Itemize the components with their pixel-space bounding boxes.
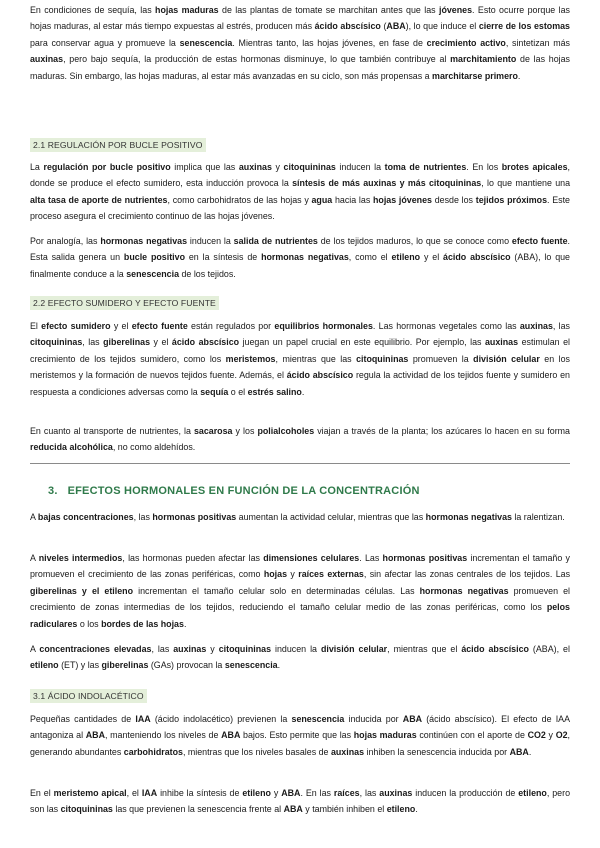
bold-term: efecto fuente <box>511 236 568 246</box>
section-heading-3 <box>30 485 570 497</box>
paragraph-sumidero-fuente: El efecto sumidero y el efecto fuente están regulados por equilibrios hormonales. Las hormonas vegetales como las auxinas, las citoquininas, las giberelinas y el ácido abscísico juegan un papel crucial en este equilibrio. Por ejemplo, las auxinas estimulan el crecimiento de los tejidos sumidero, como los meristemos, mientras que las citoquininas promueven la división celular en los meristemos y la formación de nuevos tejidos fuente. Además, el ácido abscísico regula la actividad de los tejidos fuente y sumidero en respuesta a condiciones adversas como la sequía o el estrés salino. <box>30 321 570 397</box>
paragraph-niveles-intermedios: A niveles intermedios, las hormonas pueden afectar las dimensiones celulares. Las hormonas positivas incrementan el tamaño y promueven el crecimiento de las zonas periféricas, como hojas y raíces externas, sin afectar las zonas centrales de los tejidos. Las giberelinas y el etileno incrementan el tamaño celular solo en determinadas células. Las hormonas negativas promueven el crecimiento de zonas intermedias de los tejidos, reduciendo el tamaño celular medio de las zonas periféricas, como los pelos radiculares o los bordes de las hojas. <box>30 553 571 629</box>
bold-term: auxinas <box>238 162 272 172</box>
bold-term: auxinas <box>485 337 519 348</box>
bold-term: hojas maduras <box>155 5 219 15</box>
paragraph-analogia: Por analogía, las hormonas negativas inducen la salida de nutrientes de los tejidos maduros, lo que se conoce como efecto fuente. Esta salida genera un bucle positivo en la síntesis de hormonas negativas, como el etileno y el ácido abscísico (ABA), lo que finalmente conduce a la senescencia de los tejidos. <box>30 236 570 279</box>
bold-term: concentraciones elevadas <box>39 644 152 654</box>
bold-term: ácido abscísico <box>314 21 381 32</box>
bold-term: ABA <box>281 788 301 798</box>
section-heading-2-2 <box>30 293 570 311</box>
paragraph-meristemo-apical: En el meristemo apical, el IAA inhibe la síntesis de etileno y ABA. En las raíces, las auxinas inducen la producción de etileno, pero son las citoquininas las que previenen la senescencia frente al ABA y también inhiben el etileno. <box>30 788 571 815</box>
bold-term: auxinas <box>173 644 207 654</box>
bold-term: hormonas negativas <box>425 512 512 522</box>
bold-term: citoquininas <box>60 804 113 815</box>
bold-term: IAA <box>141 788 158 798</box>
bold-term: citoquininas <box>283 162 336 172</box>
paragraph-bajas-concentraciones: A bajas concentraciones, las hormonas positivas aumentan la actividad celular, mientras que las hormonas negativas la ralentizan. <box>30 512 565 522</box>
bold-term: senescencia <box>126 268 180 279</box>
heading-label: 2.2 EFECTO SUMIDERO Y EFECTO FUENTE <box>30 296 219 310</box>
bold-term: citoquininas <box>218 644 272 654</box>
paragraph-sequia: En condiciones de sequía, las hojas maduras de las plantas de tomate se marchitan antes que las jóvenes. Esto ocurre porque las hojas maduras, al estar más tiempo expuestas al estrés, producen más ácido abscísico (ABA), lo que induce el cierre de los estomas para conservar agua y promueve la senescencia. Mientras tanto, las hojas jóvenes, en fase de crecimiento activo, sintetizan más auxinas, pero bajo sequía, la producción de estas hormonas disminuye, lo que también contribuye al marchitamiento de las hojas maduras. Sin embargo, las hojas maduras, al estar más avanzadas en su ciclo, son más propensas a marchitarse primero. <box>30 5 570 81</box>
bold-term: división celular <box>473 353 540 364</box>
bold-term: estrés salino <box>247 386 302 397</box>
bold-term: equilibrios hormonales <box>274 321 373 331</box>
section-heading-3-1 <box>30 686 570 704</box>
bold-term: senescencia <box>179 37 233 48</box>
bold-term: citoquininas <box>30 337 83 348</box>
bold-term: O2 <box>555 730 568 741</box>
bold-term: ácido abscísico <box>461 644 529 654</box>
bold-term: ácido abscísico <box>286 370 354 381</box>
bold-term: alta tasa de aporte de nutrientes <box>30 194 168 205</box>
bold-term: meristemos <box>225 353 276 364</box>
section-heading-2-1 <box>30 135 570 153</box>
bold-term: IAA <box>135 714 151 724</box>
bold-term: giberelinas <box>101 660 149 671</box>
bold-term: ABA <box>386 21 406 32</box>
bold-term: efecto fuente <box>131 321 188 331</box>
bold-term: bajas concentraciones <box>37 512 134 522</box>
bold-term: ácido abscísico <box>443 252 511 263</box>
bold-term: CO2 <box>527 730 546 741</box>
bold-term: salida de nutrientes <box>233 236 318 246</box>
heading-label: 2.1 REGULACIÓN POR BUCLE POSITIVO <box>30 138 206 152</box>
bold-term: ácido abscísico <box>171 337 240 348</box>
bold-term: hormonas negativas <box>419 585 509 596</box>
bold-term: raíces externas <box>298 569 364 580</box>
bold-term: pelos radiculares <box>30 602 570 629</box>
bold-term: cierre de los estomas <box>478 21 570 32</box>
heading-number: 3. <box>48 485 58 497</box>
bold-term: hormonas negativas <box>261 252 349 263</box>
bold-term: hormonas positivas <box>152 512 237 522</box>
bold-term: ABA <box>85 730 105 741</box>
bold-term: reducida alcohólica <box>30 442 113 453</box>
bold-term: ABA <box>283 804 303 815</box>
bold-term: sequía <box>200 386 229 397</box>
section-divider <box>30 463 570 464</box>
bold-term: regulación por bucle positivo <box>43 162 171 172</box>
bold-term: auxinas <box>330 746 365 757</box>
paragraph-concentraciones-elevadas: A concentraciones elevadas, las auxinas y citoquininas inducen la división celular, mientras que el ácido abscísico (ABA), el etileno (ET) y las giberelinas (GAs) provocan la senescencia. <box>30 644 570 671</box>
bold-term: etileno <box>30 660 59 671</box>
bold-term: hormonas positivas <box>382 553 468 563</box>
bold-term: sacarosa <box>193 426 233 436</box>
bold-term: etileno <box>386 804 416 815</box>
heading-title: EFECTOS HORMONALES EN FUNCIÓN DE LA CONCENTRACIÓN <box>67 485 420 497</box>
bold-term: jóvenes <box>438 5 473 15</box>
bold-term: etileno <box>518 788 547 798</box>
paragraph-transporte: En cuanto al transporte de nutrientes, la sacarosa y los polialcoholes viajan a través de la planta; los azúcares lo hacen en su forma reducida alcohólica, no como aldehídos. <box>30 426 570 453</box>
bold-term: giberelinas <box>103 337 150 348</box>
bold-term: hojas <box>263 569 288 580</box>
bold-term: hojas maduras <box>353 730 417 741</box>
bold-term: etileno <box>391 252 421 263</box>
bold-term: senescencia <box>224 660 278 671</box>
bold-term: senescencia <box>291 714 345 724</box>
bold-term: ABA <box>221 730 241 741</box>
bold-term: ABA <box>402 714 423 724</box>
heading-label: 3.1 ÁCIDO INDOLACÉTICO <box>30 689 147 703</box>
bold-term: brotes apicales <box>501 162 568 172</box>
bold-term: etileno <box>242 788 271 798</box>
bold-term: meristemo apical <box>53 788 127 798</box>
bold-term: auxinas <box>379 788 413 798</box>
bold-term: tejidos próximos <box>475 194 548 205</box>
bold-term: auxinas <box>519 321 553 331</box>
bold-term: toma de nutrientes <box>384 162 467 172</box>
bold-term: polialcoholes <box>257 426 315 436</box>
bold-term: agua <box>311 194 333 205</box>
bold-term: crecimiento activo <box>426 37 506 48</box>
bold-term: marchitamiento <box>450 54 517 65</box>
bold-term: efecto sumidero <box>41 321 111 331</box>
paragraph-bucle-positivo: La regulación por bucle positivo implica que las auxinas y citoquininas inducen la toma de nutrientes. En los brotes apicales, donde se produce el efecto sumidero, esta inducción provoca la síntesis de más auxinas y más citoquininas, lo que mantiene una alta tasa de aporte de nutrientes, como carbohidratos de las hojas y agua hacia las hojas jóvenes desde los tejidos próximos. Este proceso asegura el crecimiento continuo de las hojas jóvenes. <box>30 162 571 222</box>
bold-term: auxinas <box>30 54 64 65</box>
bold-term: marchitarse primero <box>432 70 518 81</box>
bold-term: dimensiones celulares <box>263 553 360 563</box>
bold-term: hojas jóvenes <box>373 194 432 205</box>
paragraph-iaa: Pequeñas cantidades de IAA (ácido indolacético) previenen la senescencia inducida por ABA (ácido abscísico). El efecto de IAA antagoniza al ABA, manteniendo los niveles de ABA bajos. Esto permite que las hojas maduras continúen con el aporte de CO2 y O2, generando abundantes carbohidratos, mientras que los niveles basales de auxinas inhiben la senescencia inducida por ABA. <box>30 714 571 757</box>
bold-term: ABA <box>509 746 529 757</box>
bold-term: síntesis de más auxinas y más citoquininas <box>292 178 482 189</box>
bold-term: giberelinas y el etileno <box>30 585 134 596</box>
bold-term: citoquininas <box>356 353 409 364</box>
bold-term: carbohidratos <box>123 746 183 757</box>
bold-term: bucle positivo <box>123 252 185 263</box>
bold-term: bordes de las hojas <box>101 618 184 629</box>
bold-term: niveles intermedios <box>38 553 123 563</box>
bold-term: hormonas negativas <box>100 236 188 246</box>
bold-term: división celular <box>320 644 388 654</box>
bold-term: raíces <box>333 788 360 798</box>
